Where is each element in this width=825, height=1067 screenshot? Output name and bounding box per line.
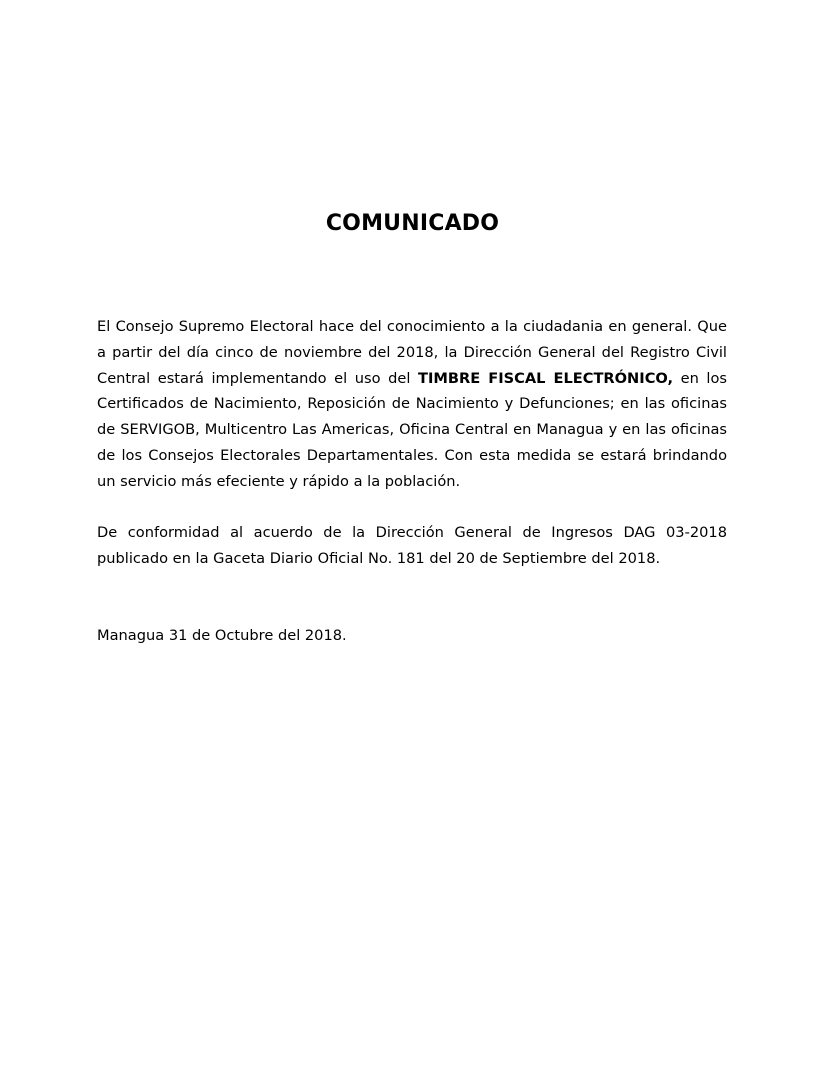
body-paragraph-announcement — [97, 314, 727, 495]
highlighted-term: TIMBRE FISCAL ELECTRÓNICO, — [418, 369, 674, 387]
body-paragraph-legal-reference: De conformidad al acuerdo de la Dirección General de Ingresos DAG 03-2018 publicado en la Gaceta Diario Oficial No. 181 del 20 de Septiembre del 2018. — [97, 524, 727, 567]
paragraph-text-lead: El Consejo Supremo Electoral hace del conocimiento a la ciudadania en general. Que a partir del día cinco de noviembre del 2018, la Dirección General del Registro Civil Central estará implementando el uso del — [97, 318, 727, 387]
closing-place-date: Managua 31 de Octubre del 2018. — [97, 627, 347, 644]
paragraph-text-tail: en los Certificados de Nacimiento, Reposición de Nacimiento y Defunciones; en las oficinas de SERVIGOB, Multicentro Las Americas, Oficina Central en Managua y en las oficinas de los Consejos Electorales Departamentales. Con esta medida se estará brindando un servicio más efeciente y rápido a la población. — [97, 369, 727, 490]
document-title: COMUNICADO — [325, 211, 500, 236]
